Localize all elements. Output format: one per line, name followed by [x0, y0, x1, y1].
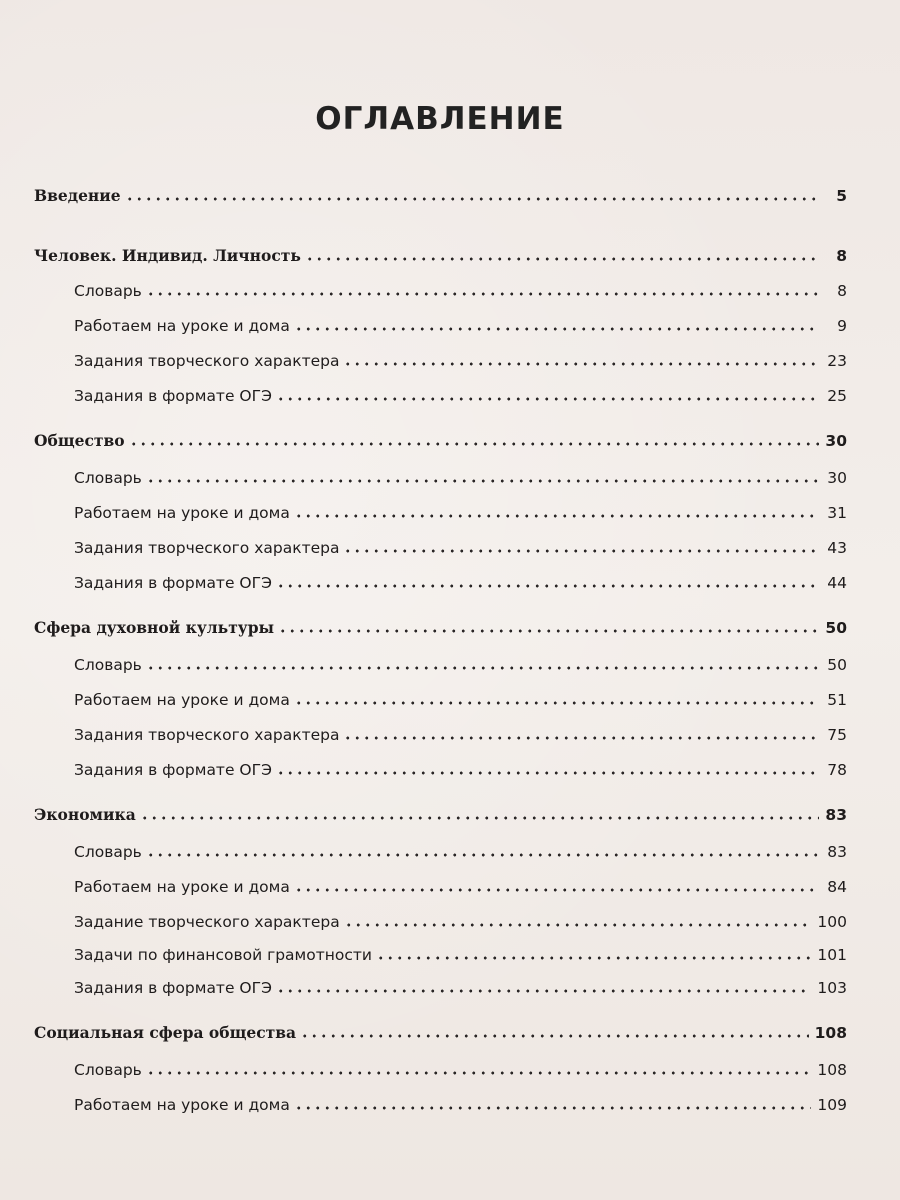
toc-entry-label: Работаем на уроке и дома — [74, 1096, 290, 1114]
toc-entry-label: Задачи по финансовой грамотности — [74, 946, 372, 964]
dot-leader — [343, 549, 819, 553]
toc-subsection-entry[interactable] — [74, 1054, 847, 1080]
toc-page-number: 83 — [825, 806, 847, 824]
dot-leader — [294, 701, 819, 705]
toc-page-number: 84 — [827, 878, 847, 896]
toc-subsection-entry[interactable] — [74, 836, 847, 862]
dot-leader — [294, 514, 819, 518]
toc-page-number: 44 — [827, 574, 847, 592]
toc-subsection-entry[interactable] — [74, 275, 847, 301]
toc-page-number: 75 — [827, 726, 847, 744]
toc-entry-label: Словарь — [74, 1061, 142, 1079]
toc-chapter-entry[interactable] — [34, 799, 847, 825]
dot-leader — [146, 479, 819, 483]
toc-subsection-entry[interactable] — [74, 462, 847, 488]
toc-entry-label: Словарь — [74, 656, 142, 674]
toc-page-number: 101 — [817, 946, 847, 964]
toc-entry-label: Задания творческого характера — [74, 352, 340, 370]
toc-page-number: 31 — [827, 504, 847, 522]
dot-leader — [344, 923, 812, 927]
dot-leader — [294, 327, 819, 331]
toc-page-number: 25 — [827, 387, 847, 405]
toc-entry-label: Социальная сфера общества — [34, 1023, 297, 1042]
toc-page-number: 5 — [836, 187, 847, 205]
toc-entry-label: Экономика — [34, 805, 136, 824]
toc-entry-label: Задания творческого характера — [74, 539, 340, 557]
toc-page-number: 30 — [827, 469, 847, 487]
toc-subsection-entry[interactable] — [74, 497, 847, 523]
toc-subsection-entry[interactable] — [74, 906, 847, 932]
toc-entry-label: Работаем на уроке и дома — [74, 691, 290, 709]
toc-entry-label: Словарь — [74, 843, 142, 861]
toc-entry-label: Работаем на уроке и дома — [74, 878, 290, 896]
toc-page-number: 50 — [825, 619, 847, 637]
dot-leader — [343, 362, 819, 366]
dot-leader — [343, 736, 819, 740]
toc-page-number: 100 — [817, 913, 847, 931]
dot-leader — [146, 292, 819, 296]
toc-page-number: 51 — [827, 691, 847, 709]
dot-leader — [146, 853, 819, 857]
dot-leader — [376, 956, 811, 960]
toc-entry-label: Задания в формате ОГЭ — [74, 761, 272, 779]
dot-leader — [276, 397, 819, 401]
dot-leader — [294, 888, 819, 892]
toc-subsection-entry[interactable] — [74, 310, 847, 336]
toc-entry-label: Задания в формате ОГЭ — [74, 979, 272, 997]
toc-subsection-entry[interactable] — [74, 649, 847, 675]
toc-entry-label: Введение — [34, 186, 121, 205]
toc-subsection-entry[interactable] — [74, 754, 847, 780]
toc-subsection-entry[interactable] — [74, 871, 847, 897]
toc-page-number: 23 — [827, 352, 847, 370]
dot-leader — [300, 1034, 809, 1038]
toc-page-number: 8 — [837, 282, 847, 300]
toc-subsection-entry[interactable] — [74, 719, 847, 745]
toc-page-number: 109 — [817, 1096, 847, 1114]
toc-page-number: 43 — [827, 539, 847, 557]
dot-leader — [294, 1106, 812, 1110]
toc-entry-label: Задания в формате ОГЭ — [74, 387, 272, 405]
dot-leader — [276, 771, 819, 775]
toc-entry-label: Словарь — [74, 469, 142, 487]
dot-leader — [125, 197, 819, 201]
toc-subsection-entry[interactable] — [74, 1089, 847, 1115]
toc-subsection-entry[interactable] — [74, 345, 847, 371]
toc-entry-label: Человек. Индивид. Личность — [34, 246, 301, 265]
toc-chapter-entry[interactable] — [34, 425, 847, 451]
toc-chapter-entry[interactable] — [34, 612, 847, 638]
toc-chapter-entry[interactable] — [34, 240, 847, 266]
dot-leader — [140, 816, 819, 820]
toc-subsection-entry[interactable] — [74, 972, 847, 998]
page-title: ОГЛАВЛЕНИЕ — [315, 101, 565, 137]
dot-leader — [146, 1071, 812, 1075]
toc-entry-label: Работаем на уроке и дома — [74, 504, 290, 522]
toc-entry-label: Сфера духовной культуры — [34, 618, 275, 637]
toc-subsection-entry[interactable] — [74, 684, 847, 710]
toc-page-number: 108 — [817, 1061, 847, 1079]
toc-subsection-entry[interactable] — [74, 380, 847, 406]
toc-subsection-entry[interactable] — [74, 567, 847, 593]
toc-page-number: 108 — [814, 1024, 847, 1042]
toc-subsection-entry[interactable] — [74, 939, 847, 965]
toc-page-number: 103 — [817, 979, 847, 997]
toc-chapter-entry[interactable] — [34, 180, 847, 206]
toc-page-number: 83 — [827, 843, 847, 861]
toc-entry-label: Работаем на уроке и дома — [74, 317, 290, 335]
toc-page-number: 30 — [825, 432, 847, 450]
toc-chapter-entry[interactable] — [34, 1017, 847, 1043]
toc-entry-label: Словарь — [74, 282, 142, 300]
toc-page-number: 50 — [827, 656, 847, 674]
dot-leader — [276, 584, 819, 588]
dot-leader — [278, 629, 819, 633]
dot-leader — [305, 257, 819, 261]
toc-entry-label: Общество — [34, 431, 125, 450]
dot-leader — [276, 989, 812, 993]
toc-entry-label: Задание творческого характера — [74, 913, 340, 931]
toc-subsection-entry[interactable] — [74, 532, 847, 558]
dot-leader — [129, 442, 819, 446]
toc-entry-label: Задания творческого характера — [74, 726, 340, 744]
dot-leader — [146, 666, 819, 670]
toc-page-number: 8 — [836, 247, 847, 265]
toc-page-number: 78 — [827, 761, 847, 779]
toc-entry-label: Задания в формате ОГЭ — [74, 574, 272, 592]
toc-page-number: 9 — [837, 317, 847, 335]
